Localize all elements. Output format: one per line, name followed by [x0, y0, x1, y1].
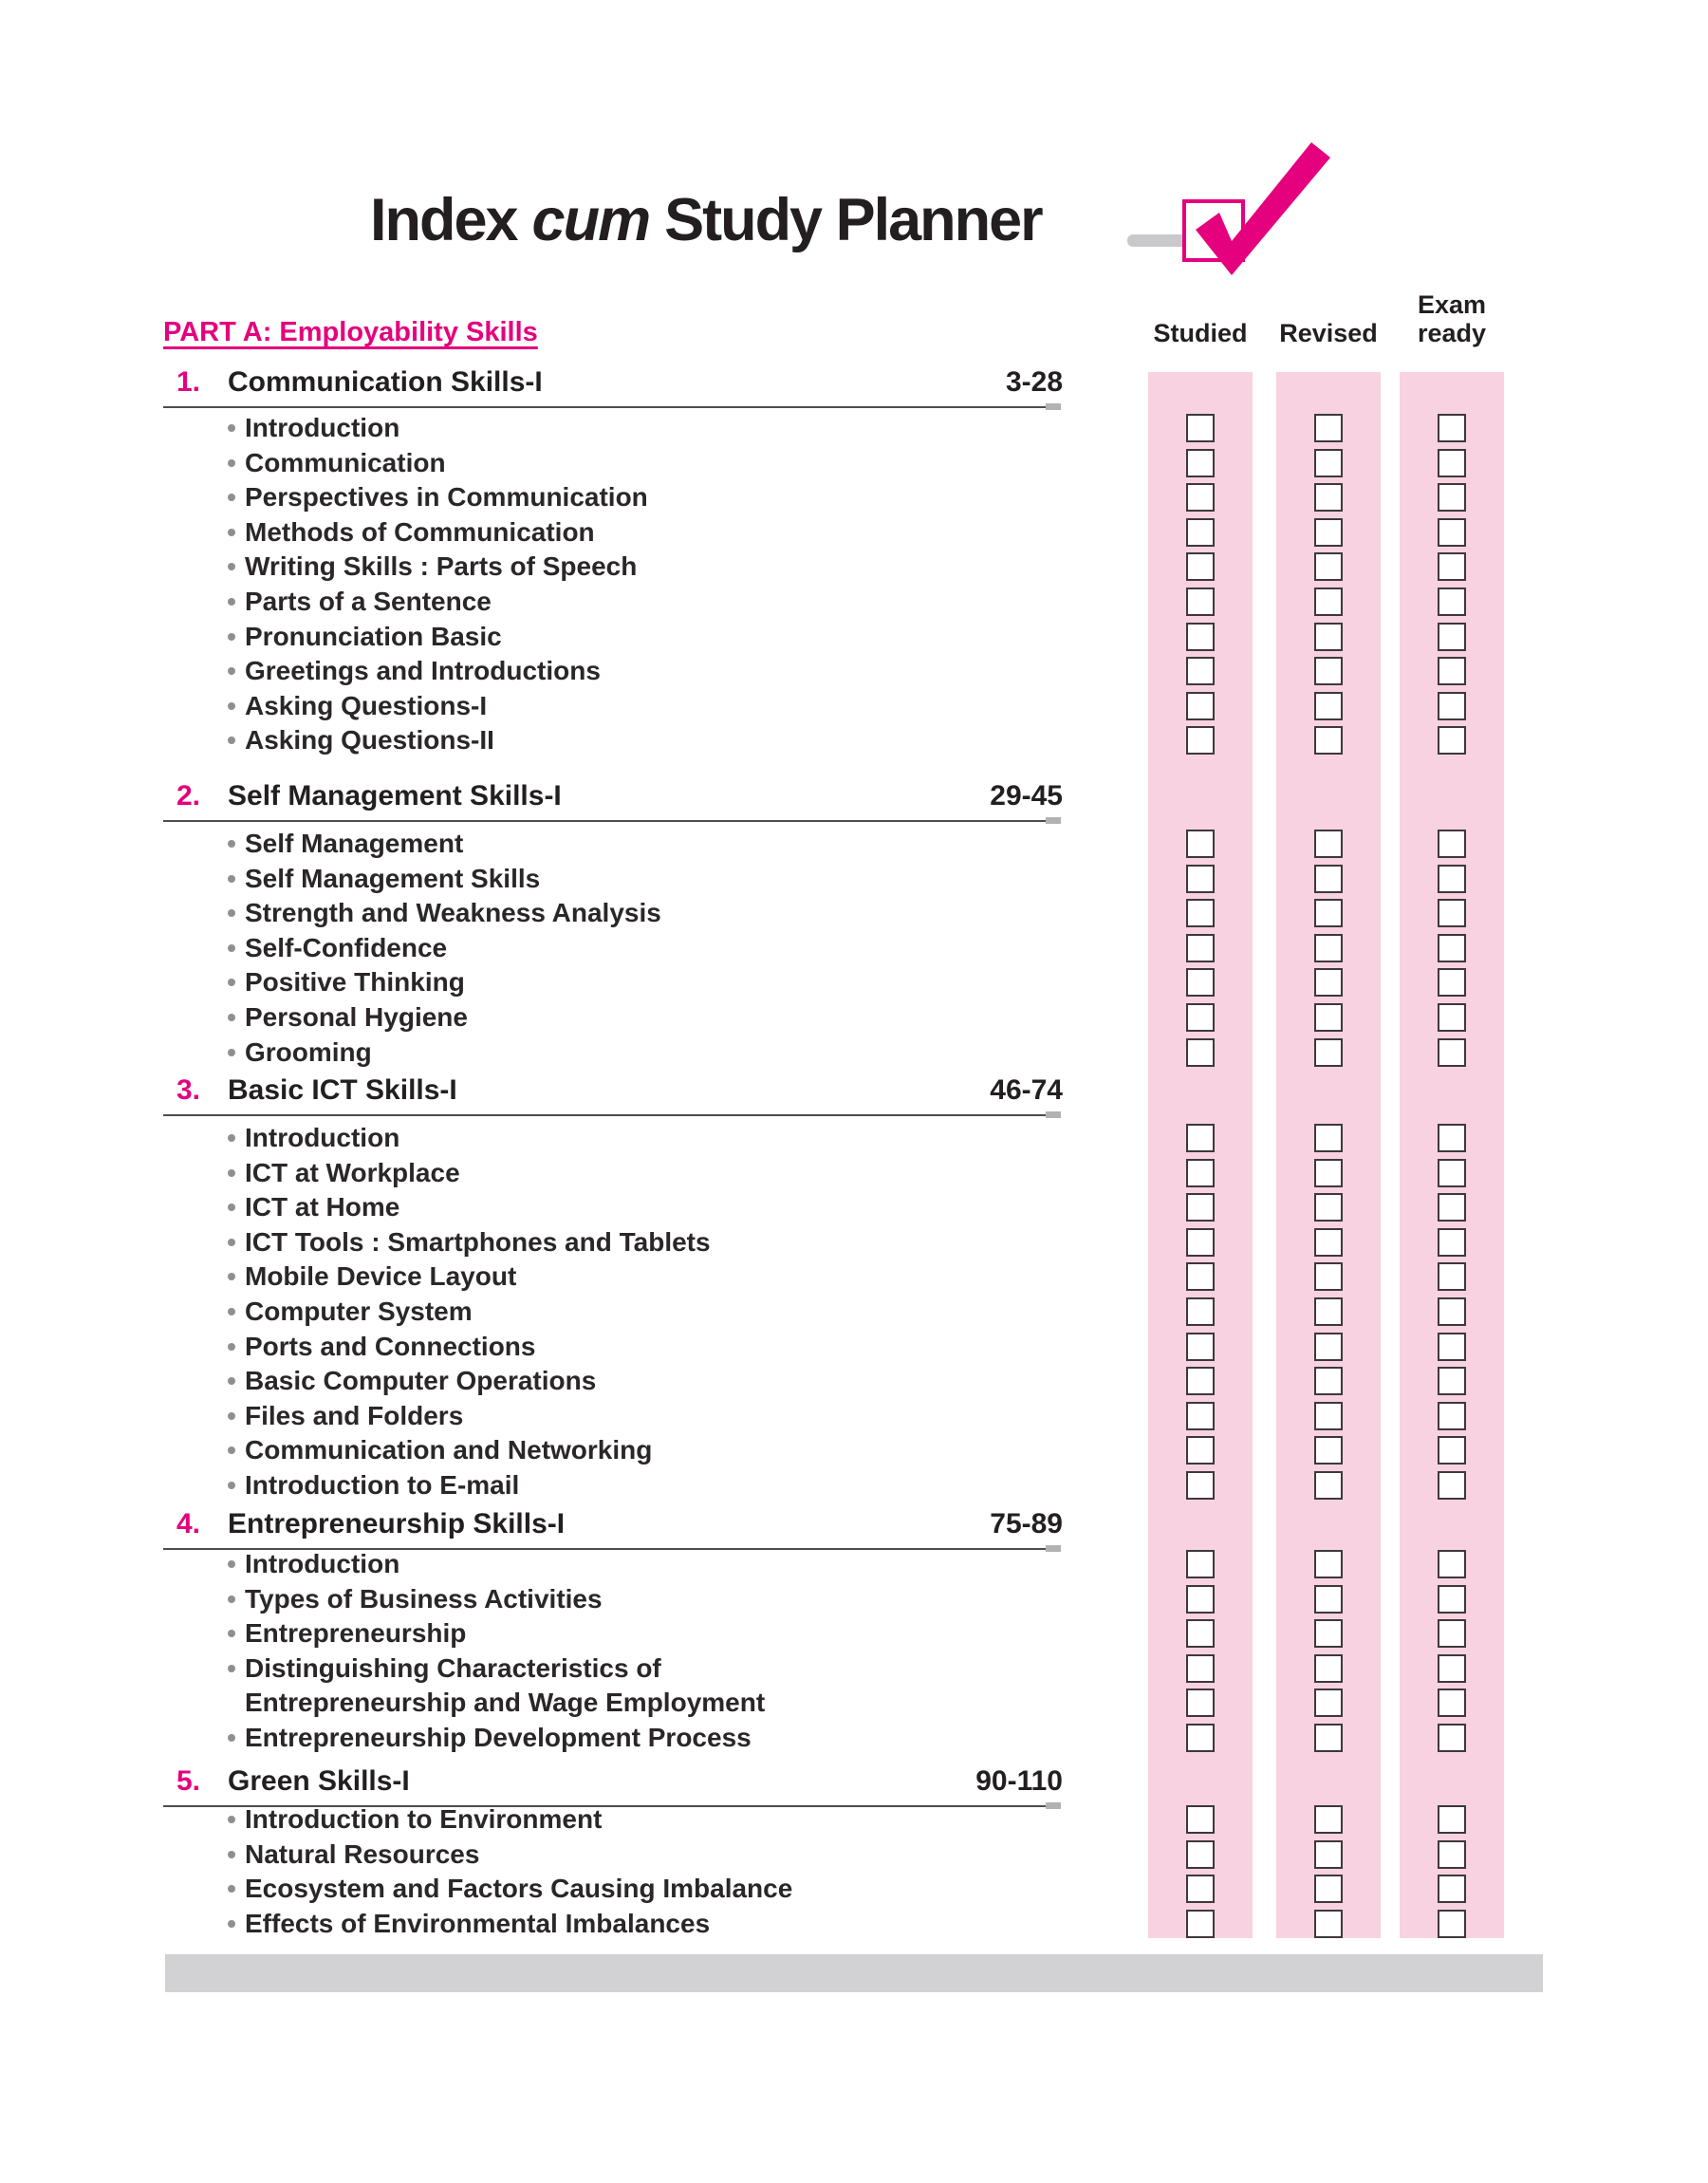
bullet-icon: [228, 1595, 235, 1603]
item-label: ICT at Workplace: [245, 1157, 460, 1187]
bullet-icon: [228, 1885, 235, 1893]
exam-ready-checkbox[interactable]: [1438, 1471, 1466, 1500]
bullet-icon: [228, 1239, 235, 1246]
page-title: [370, 186, 1042, 254]
exam-ready-checkbox[interactable]: [1438, 588, 1466, 616]
studied-checkbox[interactable]: [1186, 518, 1215, 547]
section-pages: 3-28: [1005, 366, 1063, 398]
item-label: Asking Questions-II: [245, 725, 494, 756]
section-title: Entrepreneurship Skills-I: [228, 1508, 566, 1539]
exam-ready-checkbox[interactable]: [1438, 1038, 1466, 1067]
title-word-planner: Study Planner: [664, 187, 1042, 253]
item-label: Writing Skills : Parts of Speech: [245, 551, 638, 582]
item-label: Personal Hygiene: [245, 1002, 468, 1032]
item-label: Effects of Environmental Imbalances: [245, 1908, 711, 1938]
studied-checkbox[interactable]: [1186, 1124, 1215, 1152]
checked-checkbox-icon: [1177, 135, 1338, 296]
exam-ready-checkbox[interactable]: [1438, 1402, 1466, 1430]
title-word-index: Index: [370, 187, 517, 253]
bullet-icon: [228, 1816, 235, 1823]
revised-checkbox[interactable]: [1314, 1124, 1343, 1152]
exam-ready-checkbox[interactable]: [1438, 483, 1466, 512]
studied-checkbox[interactable]: [1186, 1262, 1215, 1291]
exam-ready-checkbox[interactable]: [1438, 1805, 1466, 1834]
exam-ready-checkbox[interactable]: [1438, 1003, 1466, 1032]
bullet-icon: [228, 979, 235, 986]
item-label: Self Management: [245, 829, 464, 858]
bullet-icon: [228, 944, 235, 952]
exam-ready-checkbox[interactable]: [1438, 1159, 1466, 1187]
section-pages: 29-45: [990, 780, 1063, 812]
revised-checkbox[interactable]: [1314, 1471, 1343, 1500]
revised-checkbox[interactable]: [1314, 1875, 1343, 1903]
section-pages: 46-74: [990, 1074, 1063, 1106]
revised-checkbox[interactable]: [1314, 414, 1343, 442]
bullet-icon: [228, 1014, 235, 1021]
studied-checkbox[interactable]: [1186, 1038, 1215, 1067]
bullet-icon: [228, 1049, 235, 1056]
exam-ready-checkbox[interactable]: [1438, 1228, 1466, 1257]
column-header-exam-ready: Exam ready: [1417, 290, 1487, 347]
item-label: Asking Questions-I: [245, 690, 488, 720]
exam-ready-checkbox[interactable]: [1438, 1585, 1466, 1614]
revised-checkbox[interactable]: [1314, 934, 1343, 962]
exam-ready-checkbox[interactable]: [1438, 623, 1466, 651]
studied-checkbox[interactable]: [1186, 1550, 1215, 1578]
revised-checkbox[interactable]: [1314, 1228, 1343, 1257]
section-rule: [163, 406, 1061, 408]
bullet-icon: [228, 1482, 235, 1489]
column-header-studied: Studied: [1153, 319, 1248, 347]
revised-checkbox[interactable]: [1314, 1724, 1343, 1752]
revised-checkbox[interactable]: [1314, 726, 1343, 755]
revised-checkbox[interactable]: [1314, 1689, 1343, 1717]
studied-checkbox[interactable]: [1186, 1654, 1215, 1683]
item-label: Self-Confidence: [245, 932, 448, 962]
studied-checkbox[interactable]: [1186, 934, 1215, 962]
section-number: 3.: [176, 1074, 201, 1106]
exam-ready-checkbox[interactable]: [1438, 1193, 1466, 1222]
bullet-icon: [228, 667, 235, 675]
item-label: Computer System: [245, 1297, 473, 1326]
exam-ready-checkbox[interactable]: [1438, 1436, 1466, 1465]
section-title: Basic ICT Skills-I: [228, 1074, 457, 1106]
revised-checkbox[interactable]: [1314, 1333, 1343, 1361]
exam-ready-checkbox[interactable]: [1438, 1262, 1466, 1291]
studied-checkbox[interactable]: [1186, 1297, 1215, 1326]
section-number: 4.: [176, 1508, 201, 1539]
item-label: Entrepreneurship Development Process: [245, 1723, 752, 1752]
exam-ready-checkbox[interactable]: [1438, 1910, 1466, 1938]
bullet-icon: [228, 840, 235, 848]
revised-checkbox[interactable]: [1314, 1910, 1343, 1938]
revised-checkbox[interactable]: [1314, 1840, 1343, 1869]
bullet-icon: [228, 1851, 235, 1858]
section-rule-endcap: [1046, 1545, 1061, 1552]
section-rule-endcap: [1046, 817, 1061, 824]
studied-checkbox[interactable]: [1186, 865, 1215, 893]
item-label: Self Management Skills: [245, 863, 541, 893]
item-label: Communication and Networking: [245, 1435, 653, 1465]
item-label: ICT Tools : Smartphones and Tablets: [245, 1226, 711, 1257]
item-label: Entrepreneurship and Wage Employment: [245, 1688, 766, 1718]
item-label: ICT at Home: [245, 1192, 400, 1222]
bullet-icon: [228, 1560, 235, 1568]
studied-checkbox[interactable]: [1186, 1689, 1215, 1717]
studied-checkbox[interactable]: [1186, 1724, 1215, 1752]
studied-checkbox[interactable]: [1186, 968, 1215, 997]
item-label: Communication: [245, 447, 446, 477]
item-label: Strength and Weakness Analysis: [245, 898, 661, 928]
revised-checkbox[interactable]: [1314, 1585, 1343, 1614]
revised-checkbox[interactable]: [1314, 1038, 1343, 1067]
item-label: Entrepreneurship: [245, 1618, 467, 1649]
item-label: Files and Folders: [245, 1400, 464, 1430]
item-label: Ecosystem and Factors Causing Imbalance: [245, 1874, 793, 1904]
section-pages: 75-89: [990, 1508, 1063, 1539]
exam-ready-checkbox[interactable]: [1438, 726, 1466, 755]
item-label: Methods of Communication: [245, 516, 595, 547]
section-number: 1.: [176, 366, 201, 398]
revised-checkbox[interactable]: [1314, 552, 1343, 581]
revised-checkbox[interactable]: [1314, 1297, 1343, 1326]
section-rule-endcap: [1046, 1111, 1061, 1118]
section-number: 2.: [176, 780, 201, 812]
bullet-icon: [228, 1446, 235, 1454]
exam-ready-checkbox[interactable]: [1438, 865, 1466, 893]
section-title: Self Management Skills-I: [228, 780, 562, 812]
studied-checkbox[interactable]: [1186, 1228, 1215, 1257]
exam-ready-checkbox[interactable]: [1438, 1840, 1466, 1869]
section-rule-endcap: [1046, 1802, 1061, 1809]
exam-ready-checkbox[interactable]: [1438, 692, 1466, 720]
section-rule: [163, 1114, 1061, 1116]
exam-ready-checkbox[interactable]: [1438, 1875, 1466, 1903]
revised-checkbox[interactable]: [1314, 968, 1343, 997]
bullet-icon: [228, 1169, 235, 1177]
bullet-icon: [228, 1920, 235, 1928]
title-word-cum: cum: [531, 187, 650, 253]
revised-checkbox[interactable]: [1314, 1436, 1343, 1465]
bullet-icon: [228, 1377, 235, 1385]
studied-checkbox[interactable]: [1186, 1585, 1215, 1614]
studied-checkbox[interactable]: [1186, 726, 1215, 755]
exam-ready-checkbox[interactable]: [1438, 968, 1466, 997]
exam-ready-checkbox[interactable]: [1438, 1367, 1466, 1395]
bullet-icon: [228, 598, 235, 606]
section-title: Communication Skills-I: [228, 366, 543, 398]
item-label: Natural Resources: [245, 1838, 480, 1869]
item-label: Ports and Connections: [245, 1331, 536, 1361]
footer-bar: [165, 1954, 1543, 1992]
item-label: Introduction: [245, 413, 400, 442]
exam-ready-checkbox[interactable]: [1438, 1724, 1466, 1752]
studied-checkbox[interactable]: [1186, 1367, 1215, 1395]
revised-checkbox[interactable]: [1314, 1402, 1343, 1430]
bullet-icon: [228, 1734, 235, 1742]
part-a-heading: PART A: Employability Skills: [163, 317, 538, 347]
item-label: Parts of a Sentence: [245, 587, 492, 616]
studied-checkbox[interactable]: [1186, 483, 1215, 512]
studied-checkbox[interactable]: [1186, 692, 1215, 720]
revised-checkbox[interactable]: [1314, 1619, 1343, 1648]
revised-checkbox[interactable]: [1314, 483, 1343, 512]
item-label: Types of Business Activities: [245, 1583, 603, 1614]
revised-checkbox[interactable]: [1314, 1262, 1343, 1291]
item-label: Mobile Device Layout: [245, 1261, 517, 1292]
bullet-icon: [228, 1343, 235, 1351]
bullet-icon: [228, 633, 235, 641]
studied-checkbox[interactable]: [1186, 1333, 1215, 1361]
checkmark-icon: [1177, 135, 1338, 296]
item-label: Introduction: [245, 1123, 400, 1152]
item-label: Positive Thinking: [245, 967, 465, 998]
revised-checkbox[interactable]: [1314, 588, 1343, 616]
studied-checkbox[interactable]: [1186, 552, 1215, 581]
exam-ready-checkbox[interactable]: [1438, 414, 1466, 442]
section-title: Green Skills-I: [228, 1765, 410, 1797]
bullet-icon: [228, 1203, 235, 1211]
bullet-icon: [228, 702, 235, 710]
studied-checkbox[interactable]: [1186, 588, 1215, 616]
studied-checkbox[interactable]: [1186, 1193, 1215, 1222]
studied-checkbox[interactable]: [1186, 1619, 1215, 1648]
exam-ready-checkbox[interactable]: [1438, 1297, 1466, 1326]
bullet-icon: [228, 459, 235, 467]
section-pages: 90-110: [975, 1765, 1063, 1797]
bullet-icon: [228, 1273, 235, 1280]
bullet-icon: [228, 529, 235, 536]
item-label: Basic Computer Operations: [245, 1366, 597, 1396]
exam-ready-checkbox[interactable]: [1438, 657, 1466, 685]
revised-checkbox[interactable]: [1314, 518, 1343, 547]
section-number: 5.: [176, 1765, 201, 1797]
revised-checkbox[interactable]: [1314, 1550, 1343, 1578]
studied-checkbox[interactable]: [1186, 1875, 1215, 1903]
bullet-icon: [228, 875, 235, 883]
revised-checkbox[interactable]: [1314, 1193, 1343, 1222]
revised-checkbox[interactable]: [1314, 1367, 1343, 1395]
bullet-icon: [228, 563, 235, 570]
revised-checkbox[interactable]: [1314, 899, 1343, 927]
exam-ready-checkbox[interactable]: [1438, 1124, 1466, 1152]
revised-checkbox[interactable]: [1314, 830, 1343, 858]
exam-ready-checkbox[interactable]: [1438, 934, 1466, 962]
studied-checkbox[interactable]: [1186, 1840, 1215, 1869]
item-label: Distinguishing Characteristics of: [245, 1652, 661, 1683]
column-header-revised: Revised: [1279, 319, 1378, 347]
studied-checkbox[interactable]: [1186, 623, 1215, 651]
bullet-icon: [228, 1308, 235, 1315]
section-rule-endcap: [1046, 403, 1061, 410]
studied-checkbox[interactable]: [1186, 1003, 1215, 1032]
bullet-icon: [228, 424, 235, 432]
studied-checkbox[interactable]: [1186, 899, 1215, 927]
exam-ready-checkbox[interactable]: [1438, 552, 1466, 581]
exam-ready-checkbox[interactable]: [1438, 518, 1466, 547]
exam-ready-checkbox[interactable]: [1438, 449, 1466, 477]
studied-checkbox[interactable]: [1186, 830, 1215, 858]
revised-checkbox[interactable]: [1314, 657, 1343, 685]
studied-checkbox[interactable]: [1186, 1436, 1215, 1465]
revised-checkbox[interactable]: [1314, 623, 1343, 651]
bullet-icon: [228, 1630, 235, 1637]
revised-checkbox[interactable]: [1314, 865, 1343, 893]
bullet-icon: [228, 1134, 235, 1142]
revised-checkbox[interactable]: [1314, 1654, 1343, 1683]
studied-checkbox[interactable]: [1186, 657, 1215, 685]
item-label: Introduction to Environment: [245, 1804, 603, 1834]
studied-checkbox[interactable]: [1186, 1805, 1215, 1834]
exam-ready-checkbox[interactable]: [1438, 1333, 1466, 1361]
revised-checkbox[interactable]: [1314, 1159, 1343, 1187]
exam-ready-checkbox[interactable]: [1438, 1550, 1466, 1578]
bullet-icon: [228, 909, 235, 917]
item-label: Greetings and Introductions: [245, 656, 601, 686]
studied-checkbox[interactable]: [1186, 414, 1215, 442]
bullet-icon: [228, 494, 235, 501]
studied-checkbox[interactable]: [1186, 1402, 1215, 1430]
item-label: Introduction to E-mail: [245, 1470, 520, 1500]
item-label: Pronunciation Basic: [245, 621, 502, 651]
revised-checkbox[interactable]: [1314, 1003, 1343, 1032]
item-label: Introduction: [245, 1549, 400, 1578]
studied-checkbox[interactable]: [1186, 1471, 1215, 1500]
item-label: Grooming: [245, 1036, 372, 1067]
exam-ready-checkbox[interactable]: [1438, 1619, 1466, 1648]
section-rule: [163, 820, 1061, 822]
bullet-icon: [228, 1412, 235, 1420]
revised-checkbox[interactable]: [1314, 692, 1343, 720]
studied-checkbox[interactable]: [1186, 1910, 1215, 1938]
exam-ready-checkbox[interactable]: [1438, 899, 1466, 927]
item-label: Perspectives in Communication: [245, 482, 648, 513]
revised-checkbox[interactable]: [1314, 1805, 1343, 1834]
bullet-icon: [228, 1665, 235, 1672]
exam-ready-checkbox[interactable]: [1438, 1689, 1466, 1717]
studied-checkbox[interactable]: [1186, 449, 1215, 477]
studied-checkbox[interactable]: [1186, 1159, 1215, 1187]
bullet-icon: [228, 737, 235, 744]
exam-ready-checkbox[interactable]: [1438, 1654, 1466, 1683]
exam-ready-checkbox[interactable]: [1438, 830, 1466, 858]
revised-checkbox[interactable]: [1314, 449, 1343, 477]
